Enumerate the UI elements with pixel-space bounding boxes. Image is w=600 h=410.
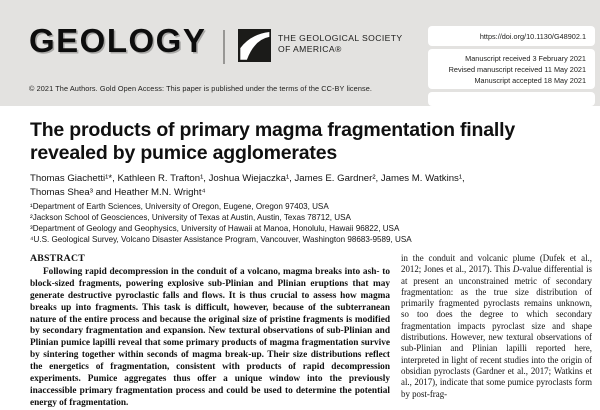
society-name-line2: OF AMERICA® bbox=[278, 44, 342, 55]
affiliation-2: ²Jackson School of Geosciences, University of Texas at Austin, Austin, Texas 78712, USA bbox=[30, 212, 351, 222]
author-list-line1: Thomas Giachetti¹*, Kathleen R. Trafton¹, Joshua Wiejaczka¹, James E. Gardner², James M. Watkins¹, bbox=[30, 173, 465, 184]
copyright-license-line: © 2021 The Authors. Gold Open Access: This paper is published under the terms of the CC-BY license. bbox=[29, 84, 373, 93]
journal-logo: GEOLOGY bbox=[29, 22, 207, 59]
abstract-column bbox=[30, 253, 390, 410]
two-column-body bbox=[30, 253, 592, 410]
society-name-line1: THE GEOLOGICAL SOCIETY bbox=[278, 33, 403, 43]
logo-divider bbox=[223, 30, 225, 64]
affiliation-list bbox=[30, 202, 590, 245]
abstract-paragraph: Following rapid decompression in the conduit of a volcano, magma breaks into ash- to block-sized fragments, powering explosive sub-Plinian and Plinian eruptions that may generate destructive pyroclastic falls and flows. It is thus crucial to assess how magma breaks up into fragments. This task is difficult, however, because of the subterranean nature of the entire process and because the original size of pristine fragments is modified by secondary fragmentation and expansion. New textural observations of sub-Plinian and Plinian pumice lapilli reveal that some primary products of magma fragmentation survive by sintering together within seconds of magma break-up. Their size distributions reflect the energetics of fragmentation, consistent with products of rapid decompression experiments. Pumice aggregates thus offer a unique window into the previously inaccessible primary fragmentation process and could be used to determine the potential energy of fragmentation. bbox=[30, 267, 390, 408]
affiliation-4: ⁴U.S. Geological Survey, Volcano Disaster Assistance Program, Vancouver, Washington 98683-9589, USA bbox=[30, 234, 412, 244]
doi-box bbox=[428, 26, 595, 46]
author-list bbox=[30, 172, 590, 199]
intro-text-part1: in the conduit and volcanic plume (Dufek et al., 2012; Jones et al., 2017). This bbox=[401, 253, 592, 275]
introduction-column bbox=[401, 253, 592, 410]
manuscript-dates-box bbox=[428, 49, 595, 89]
affiliation-3: ³Department of Geology and Geophysics, University of Hawaii at Manoa, Honolulu, Hawaii 96822, USA bbox=[30, 223, 400, 233]
abstract-heading: ABSTRACT bbox=[30, 253, 85, 264]
society-name bbox=[278, 33, 403, 55]
manuscript-received-date: Manuscript received 3 February 2021 bbox=[465, 54, 586, 63]
affiliation-1: ¹Department of Earth Sciences, University of Oregon, Eugene, Oregon 97403, USA bbox=[30, 202, 329, 211]
gsa-society-icon bbox=[238, 29, 271, 62]
intro-text-part2: -value differential is at present an unconstrained metric of secondary fragmentation: as the true size distribution of primarily fragmented pyroclasts remains unknown, so too does the degree to which secondary fragmentation impacts pyroclast size and shape distributions. However, new textural observations of sub-Plinian and Plinian lapilli reported here, interpreted in light of recent studies into the origin of obsidian pyroclasts (Gardner et al., 2017; Watkins et al., 2017), indicate that some pumice pyroclasts form by post-frag- bbox=[401, 264, 592, 399]
paper-title: The products of primary magma fragmentation finally revealed by pumice agglomerates bbox=[30, 119, 515, 165]
journal-header-banner bbox=[0, 0, 600, 106]
manuscript-revised-date: Revised manuscript received 11 May 2021 bbox=[448, 64, 586, 74]
author-list-line2: Thomas Shea³ and Heather M.N. Wright⁴ bbox=[30, 186, 206, 198]
intro-text-italic-d: D bbox=[512, 264, 520, 275]
citation-box-cropped bbox=[428, 92, 595, 106]
manuscript-accepted-date: Manuscript accepted 18 May 2021 bbox=[474, 75, 586, 85]
doi-link[interactable]: https://doi.org/10.1130/G48902.1 bbox=[479, 31, 586, 41]
